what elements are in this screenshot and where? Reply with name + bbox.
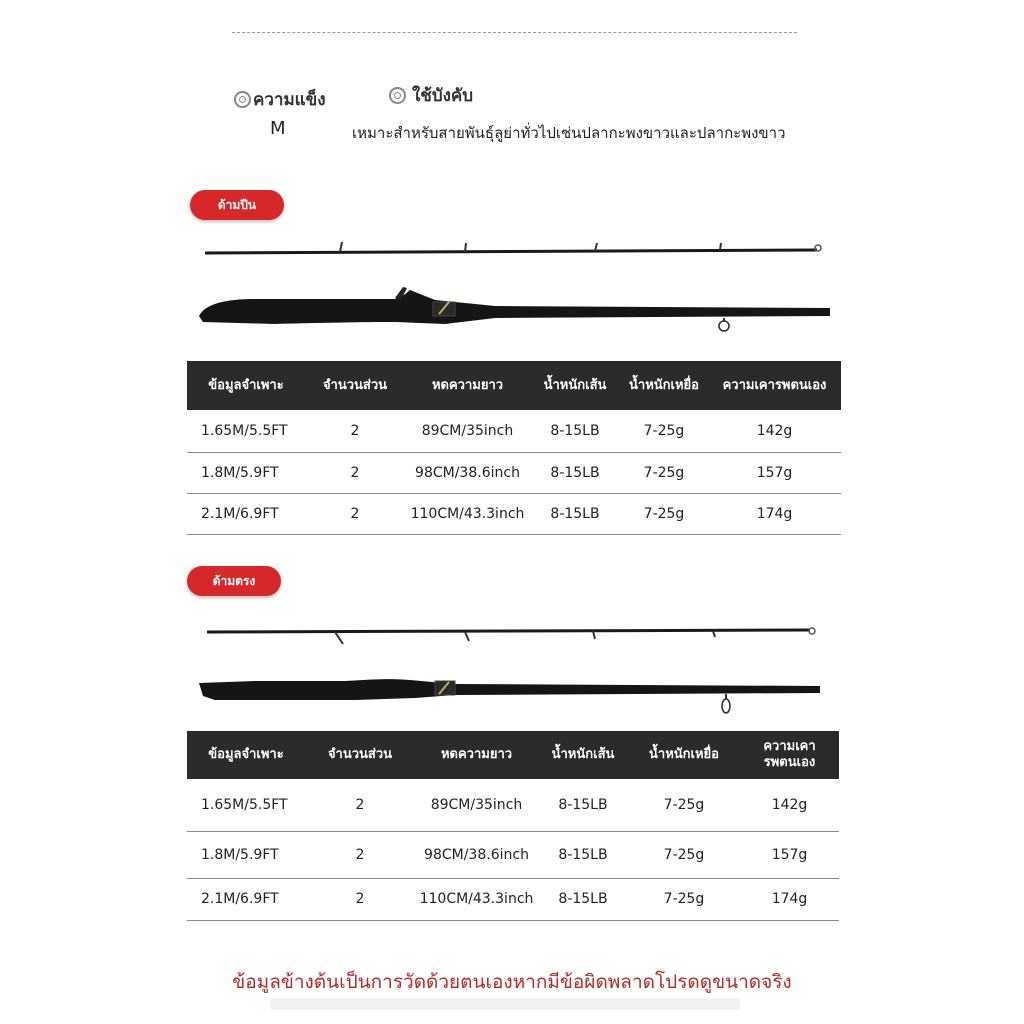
cell-self-weight: 142g <box>708 410 841 452</box>
dotted-divider <box>232 32 797 33</box>
cell-line-weight: 8-15LB <box>538 779 628 831</box>
usage-option <box>389 82 473 109</box>
header-sections: จำนวนส่วน <box>305 731 415 779</box>
cell-closed-length: 89CM/35inch <box>415 779 538 831</box>
header-sections: จำนวนส่วน <box>305 361 405 410</box>
cell-self-weight: 174g <box>740 878 839 920</box>
cell-line-weight: 8-15LB <box>530 493 620 534</box>
cell-spec: 1.65M/5.5FT <box>187 410 305 452</box>
cell-lure-weight: 7-25g <box>620 493 708 534</box>
cell-spec: 1.8M/5.9FT <box>187 452 305 493</box>
spinning-rod-image <box>195 618 835 718</box>
cell-spec: 1.8M/5.9FT <box>187 831 305 878</box>
cell-self-weight: 157g <box>740 831 839 878</box>
cell-spec: 2.1M/6.9FT <box>187 878 305 920</box>
cell-closed-length: 110CM/43.3inch <box>405 493 530 534</box>
spinning-tag: ด้ามตรง <box>187 566 281 596</box>
header-lure-weight: น้ำหนักเหยื่อ <box>620 361 708 410</box>
header-spec: ข้อมูลจำเพาะ <box>187 731 305 779</box>
table-row <box>187 878 839 920</box>
faded-text-strip <box>270 998 740 1010</box>
cell-self-weight: 174g <box>708 493 841 534</box>
measurement-disclaimer: ข้อมูลข้างต้นเป็นการวัดด้วยตนเองหากมีข้อผิดพลาดโปรดดูขนาดจริง <box>232 971 792 993</box>
cell-closed-length: 110CM/43.3inch <box>415 878 538 920</box>
cell-line-weight: 8-15LB <box>538 878 628 920</box>
cell-self-weight: 142g <box>740 779 839 831</box>
header-self-weight: ความเคา รพตนเอง <box>740 731 839 779</box>
usage-label: ใช้บังคับ <box>412 86 474 106</box>
header-line-weight: น้ำหนักเส้น <box>538 731 628 779</box>
header-self-weight: ความเคารพตนเอง <box>708 361 841 410</box>
cell-lure-weight: 7-25g <box>628 779 740 831</box>
hardness-label: ความแข็ง <box>253 90 326 110</box>
casting-rod-image <box>195 232 835 342</box>
cell-sections: 2 <box>305 410 405 452</box>
table-header-row <box>187 361 841 410</box>
table-row <box>187 410 841 452</box>
cell-spec: 2.1M/6.9FT <box>187 493 305 534</box>
cell-lure-weight: 7-25g <box>620 452 708 493</box>
table-row <box>187 831 839 878</box>
cell-line-weight: 8-15LB <box>530 452 620 493</box>
cell-lure-weight: 7-25g <box>620 410 708 452</box>
spinning-spec-table <box>187 731 839 921</box>
casting-tag: ด้ามปืน <box>190 190 284 220</box>
cell-sections: 2 <box>305 779 415 831</box>
cell-lure-weight: 7-25g <box>628 831 740 878</box>
cell-sections: 2 <box>305 831 415 878</box>
cell-spec: 1.65M/5.5FT <box>187 779 305 831</box>
cell-closed-length: 89CM/35inch <box>405 410 530 452</box>
table-row <box>187 452 841 493</box>
table-header-row <box>187 731 839 779</box>
header-closed-length: หดความยาว <box>415 731 538 779</box>
radio-ring-icon <box>234 91 251 108</box>
cell-sections: 2 <box>305 493 405 534</box>
header-closed-length: หดความยาว <box>405 361 530 410</box>
cell-line-weight: 8-15LB <box>530 410 620 452</box>
cell-line-weight: 8-15LB <box>538 831 628 878</box>
table-row <box>187 493 841 534</box>
hardness-grade: M <box>270 118 286 139</box>
table-row <box>187 779 839 831</box>
header-line-weight: น้ำหนักเส้น <box>530 361 620 410</box>
cell-sections: 2 <box>305 452 405 493</box>
cell-closed-length: 98CM/38.6inch <box>405 452 530 493</box>
cell-closed-length: 98CM/38.6inch <box>415 831 538 878</box>
casting-spec-table <box>187 361 841 535</box>
header-spec: ข้อมูลจำเพาะ <box>187 361 305 410</box>
cell-self-weight: 157g <box>708 452 841 493</box>
usage-description: เหมาะสำหรับสายพันธุ์ลูย่าทั่วไปเช่นปลากะพงขาวและปลากะพงขาว <box>352 124 786 142</box>
hardness-option <box>234 86 326 113</box>
radio-ring-icon <box>389 87 406 104</box>
cell-lure-weight: 7-25g <box>628 878 740 920</box>
header-lure-weight: น้ำหนักเหยื่อ <box>628 731 740 779</box>
cell-sections: 2 <box>305 878 415 920</box>
